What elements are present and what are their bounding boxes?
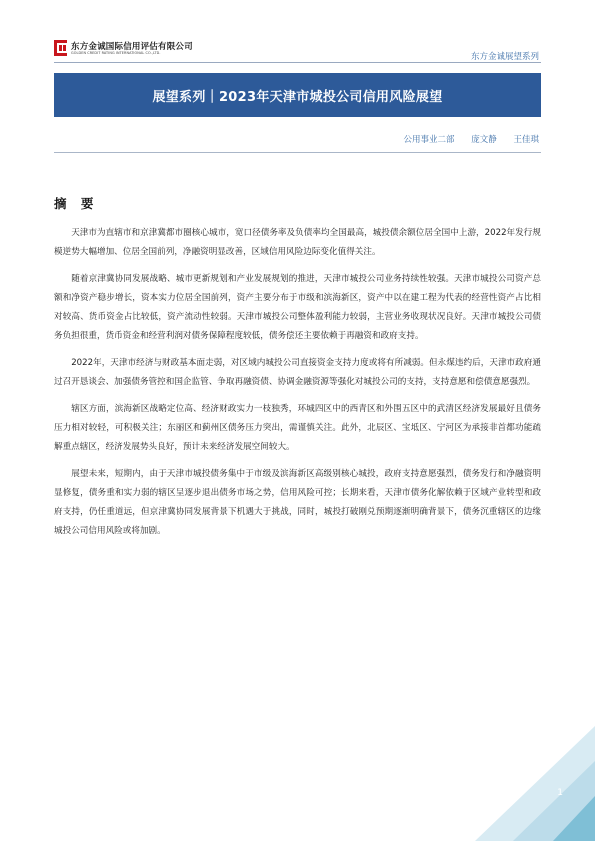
section-heading: 摘 要 — [54, 196, 99, 211]
logo-mark-icon — [54, 40, 67, 56]
page-number: 1 — [557, 788, 563, 798]
corner-decoration — [475, 726, 595, 841]
title-banner — [54, 73, 541, 117]
abstract-paragraph: 随着京津冀协同发展战略、城市更新规划和产业发展规划的推进，天津市城投公司业务持续性较强。天津市城投公司资产总额和净资产稳步增长，资本实力位居全国前列，资产主要分布于市级和滨海新区，资产中以在建工程为代表的经营性资产占比相对较高、货币资金占比较低，资产流动性较弱。天津市城投公司整体盈利能力较弱，主营业务收现状况良好。天津市城投公司债务负担很重，货币资金和经营利润对债务保障程度较低，债务偿还主要依赖于再融资和政府支持。 — [54, 274, 541, 341]
abstract-body — [54, 224, 541, 549]
author-name: 庞文静 — [471, 135, 497, 145]
abstract-paragraph: 辖区方面，滨海新区战略定位高、经济财政实力一枝独秀，环城四区中的西青区和外围五区中的武清区经济发展最好且债务压力相对较轻，可积极关注；东丽区和蓟州区债务压力突出，需谨慎关注。此外，北辰区、宝坻区、宁河区为承接非首都功能疏解重点辖区，经济发展势头良好，预计未来经济发展空间较大。 — [54, 404, 541, 452]
byline-divider — [54, 152, 541, 153]
logo-en-text: GOLDEN CREDIT RATING INTERNATIONAL CO.,LTD. — [71, 51, 161, 55]
abstract-paragraph: 天津市为直辖市和京津冀都市圈核心城市，宽口径债务率及负债率均全国最高，城投债余额位居全国中上游，2022年发行规模逆势大幅增加、位居全国前列，净融资明显改善，区域信用风险边际变化值得关注。 — [54, 228, 541, 257]
series-label: 东方金诚展望系列 — [470, 52, 539, 62]
abstract-paragraph: 展望未来，短期内，由于天津市城投债务集中于市级及滨海新区高级别核心城投，政府支持意愿强烈，债务发行和净融资明显修复，债务重和实力弱的辖区呈逐步退出债务市场之势，信用风险可控；长期来看，天津市债务化解依赖于区域产业转型和政府支持，仍任重道远，但京津冀协同发展背景下机遇大于挑战，同时，城投打破刚兑预期逐渐明确背景下，债务沉重辖区的边缘城投公司信用风险或将加剧。 — [54, 469, 541, 536]
department-label: 公用事业二部 — [403, 135, 455, 145]
author-name: 王佳琪 — [513, 135, 539, 145]
abstract-paragraph: 2022年，天津市经济与财政基本面走弱，对区域内城投公司直接资金支持力度或将有所减弱。但永煤违约后，天津市政府通过召开恳谈会、加强债务管控和国企监管、争取再融资债、协调金融资源等强化对城投公司的支持，支持意愿和偿债意愿强烈。 — [54, 358, 541, 387]
logo-cn-text: 东方金诚国际信用评估有限公司 — [71, 42, 193, 52]
header-divider — [54, 62, 541, 63]
page-header — [0, 0, 595, 64]
company-logo — [54, 40, 224, 58]
byline — [404, 133, 539, 145]
report-title: 展望系列｜2023年天津市城投公司信用风险展望 — [152, 89, 443, 105]
